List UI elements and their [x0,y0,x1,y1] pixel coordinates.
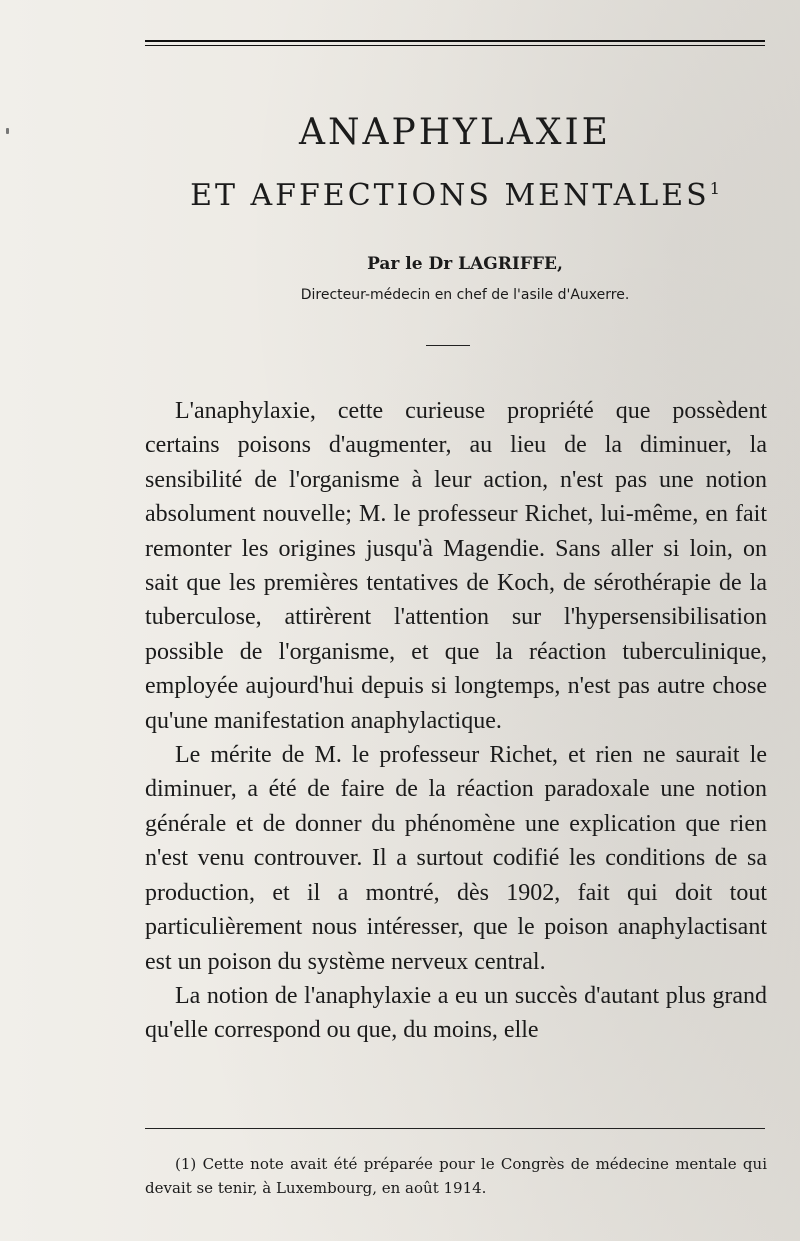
article-title: ANAPHYLAXIE [299,112,611,153]
header-double-rule [145,40,765,46]
body-paragraph: L'anaphylaxie, cette curieuse propriété que possèdent certains poisons d'augmenter, au lieu de la diminuer, la sensibilité de l'organisme à leur action, n'est pas une notion absolument nouvelle; M. le professeur Richet, lui-même, en fait remonter les origines jusqu'à Magendie. Sans aller si loin, on sait que les premières tentatives de Koch, de sérothérapie de la tuberculose, attirèrent l'attention sur l'hypersensibilisation possible de l'organisme, et que la réaction tuberculinique, employée aujourd'hui depuis si longtemps, n'est pas autre chose qu'une manifestation anaphylactique. [145,398,767,734]
article-subtitle [145,178,765,213]
margin-mark [6,128,9,134]
body-paragraph: Le mérite de M. le professeur Richet, et rien ne saurait le diminuer, a été de faire de la réaction paradoxale une notion générale et de donner du phénomène une explication que rien n'est venu controuver. Il a surtout codifié les conditions de sa production, et il a montré, dès 1902, fait qui doit tout particulièrement nous intéresser, que le poison anaphylactisant est un poison du système nerveux central. [145,742,767,975]
section-divider [426,345,470,346]
footnote-rule [145,1128,765,1129]
footnote: (1) Cette note avait été préparée pour le Congrès de médecine mentale qui devait se tenir, à Luxembourg, en août 1914. [145,1155,767,1197]
footnote-reference: 1 [709,179,720,198]
article-subtitle-text: ET AFFECTIONS MENTALES [190,178,710,213]
author-affiliation: Directeur-médecin en chef de l'asile d'Auxerre. [300,287,630,303]
author-byline: Par le Dr LAGRIFFE, [367,254,563,274]
article-body [145,394,767,1048]
body-paragraph: La notion de l'anaphylaxie a eu un succès d'autant plus grand qu'elle correspond ou que, du moins, elle [145,982,767,1044]
